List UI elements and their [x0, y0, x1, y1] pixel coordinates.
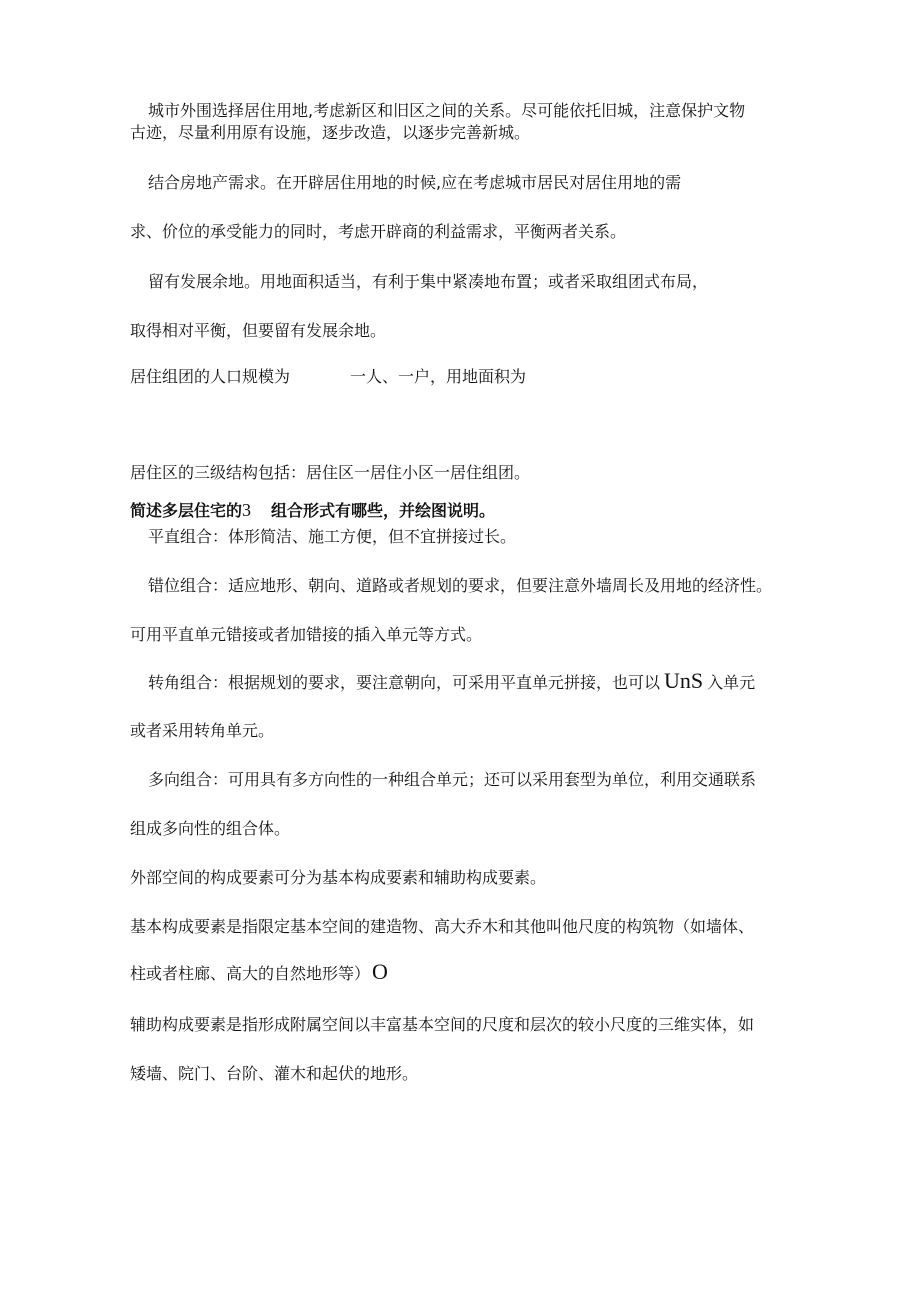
corner-text-2: 入单元: [707, 673, 756, 692]
paragraph-line: 古迹，尽量利用原有设施，逐步改造，以逐步完善新城。: [130, 123, 531, 142]
answer-line: 组成多向性的组合体。: [130, 819, 291, 838]
answer-line: 辅助构成要素是指形成附属空间以丰富基本空间的尺度和层次的较小尺度的三维实体，如: [130, 1015, 755, 1034]
pillar-line: [130, 959, 388, 984]
pillar-latin: O: [372, 959, 388, 984]
question-heading: [130, 500, 495, 521]
answer-line: 外部空间的构成要素可分为基本构成要素和辅助构成要素。: [130, 868, 547, 887]
pillar-text: 柱或者柱廊、高大的自然地形等）: [130, 964, 371, 983]
answer-line: 错位组合：适应地形、朝向、道路或者规划的要求，但要注意外墙周长及用地的经济性。: [148, 576, 773, 595]
population-text-1: 居住组团的人口规模为: [130, 367, 291, 386]
question-number: 3: [242, 500, 252, 520]
paragraph-line: 结合房地产需求。在开辟居住用地的时候,应在考虑城市居民对居住用地的需: [148, 173, 682, 192]
population-text-2: 一人、一户，用地面积为: [350, 367, 527, 386]
answer-line: 矮墙、院门、台阶、灌木和起伏的地形。: [130, 1064, 419, 1083]
paragraph-line: 取得相对平衡，但要留有发展余地。: [130, 321, 387, 340]
answer-line: 多向组合：可用具有多方向性的一种组合单元；还可以采用套型为单位，利用交通联系: [148, 770, 757, 789]
answer-line: 可用平直单元错接或者加错接的插入单元等方式。: [130, 625, 483, 644]
paragraph-line: 求、价位的承受能力的同时，考虑开辟商的利益需求，平衡两者关系。: [130, 222, 627, 241]
corner-line: [148, 668, 756, 693]
answer-line: 平直组合：体形简洁、施工方便，但不宜拼接过长。: [148, 527, 517, 546]
corner-text-1: 转角组合：根据规划的要求，要注意朝向，可采用平直单元拼接，也可以: [148, 673, 661, 692]
answer-line: 或者采用转角单元。: [130, 721, 275, 740]
paragraph-line: 留有发展余地。用地面积适当，有利于集中紧凑地布置；或者采取组团式布局，: [148, 272, 709, 291]
question-text-2: 组合形式有哪些，并绘图说明。: [271, 501, 496, 520]
answer-line: 基本构成要素是指限定基本空间的建造物、高大乔木和其他叫他尺度的构筑物（如墙体、: [130, 917, 755, 936]
corner-latin: UnS: [664, 668, 704, 693]
paragraph-line: 城市外围选择居住用地,考虑新区和旧区之间的关系。尽可能依托旧城，注意保护文物: [148, 101, 746, 120]
structure-line: 居住区的三级结构包括：居住区一居住小区一居住组团。: [130, 463, 531, 482]
population-line: [130, 367, 526, 387]
question-text-1: 简述多层住宅的: [130, 501, 243, 520]
